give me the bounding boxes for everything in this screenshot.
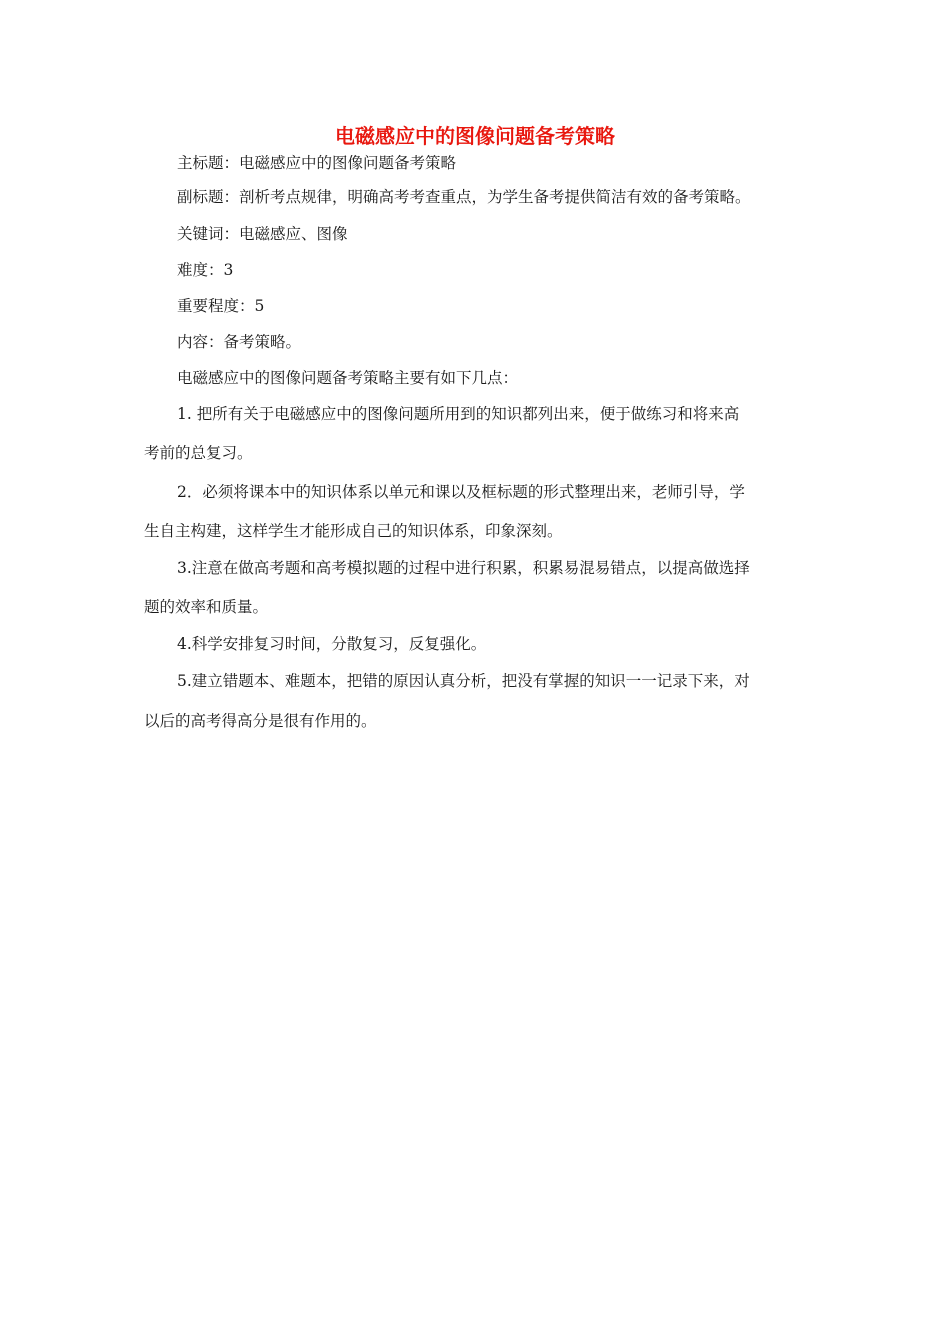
point-1-line-1: 1. 把所有关于电磁感应中的图像问题所用到的知识都列出来，便于做练习和将来高 (177, 405, 740, 423)
content-line: 内容：备考策略。 (177, 333, 302, 351)
point-5-line-2: 以后的高考得高分是很有作用的。 (144, 712, 377, 730)
subtitle-line: 副标题：剖析考点规律，明确高考考查重点，为学生备考提供简洁有效的备考策略。 (177, 188, 751, 206)
point-5-line-1: 5.建立错题本、难题本，把错的原因认真分析，把没有掌握的知识一一记录下来，对 (177, 672, 750, 690)
point-2-line-1: 2．必须将课本中的知识体系以单元和课以及框标题的形式整理出来，老师引导，学 (177, 483, 745, 501)
main-title-line: 主标题：电磁感应中的图像问题备考策略 (177, 154, 457, 172)
point-1-line-2: 考前的总复习。 (144, 444, 253, 462)
page-title: 电磁感应中的图像问题备考策略 (335, 124, 615, 148)
point-4-line-1: 4.科学安排复习时间，分散复习，反复强化。 (177, 635, 487, 653)
point-3-line-2: 题的效率和质量。 (144, 598, 269, 616)
point-3-line-1: 3.注意在做高考题和高考模拟题的过程中进行积累，积累易混易错点，以提高做选择 (177, 559, 750, 577)
point-2-line-2: 生自主构建，这样学生才能形成自己的知识体系，印象深刻。 (144, 522, 563, 540)
difficulty-line: 难度：3 (177, 261, 234, 279)
intro-line: 电磁感应中的图像问题备考策略主要有如下几点： (177, 369, 519, 387)
keywords-line: 关键词：电磁感应、图像 (177, 225, 348, 243)
importance-line: 重要程度：5 (177, 297, 265, 315)
